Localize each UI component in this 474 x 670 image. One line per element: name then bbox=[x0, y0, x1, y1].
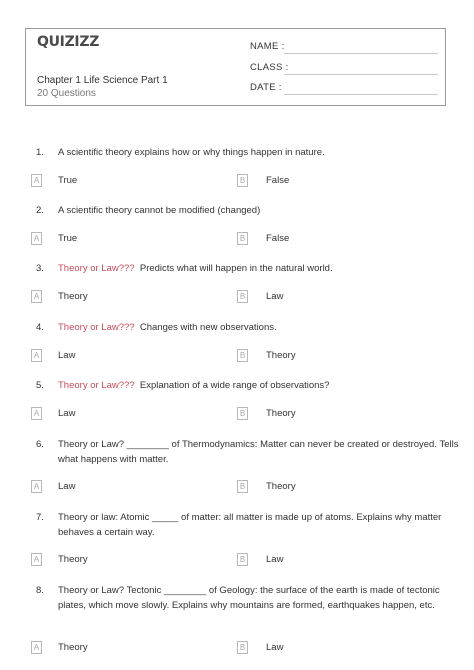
option-label: Theory bbox=[58, 554, 88, 565]
option-label: Theory bbox=[58, 291, 88, 302]
name-field[interactable] bbox=[284, 53, 438, 54]
date-label: DATE : bbox=[250, 82, 282, 93]
option-letter-box[interactable]: B bbox=[237, 349, 248, 362]
question-text: Changes with new observations. bbox=[139, 322, 277, 333]
option-letter-box[interactable]: A bbox=[31, 480, 42, 493]
option-letter-box[interactable]: A bbox=[31, 174, 42, 187]
option-label: Theory bbox=[58, 642, 88, 653]
option-label: Theory bbox=[266, 481, 296, 492]
question-text-block bbox=[58, 203, 460, 218]
answer-options-5 bbox=[0, 407, 474, 420]
option-label: Theory bbox=[266, 350, 296, 361]
question-text: Theory or law: Atomic _____ of matter: all matter is made up of atoms. Explains why matter behaves a certain way. bbox=[58, 512, 442, 538]
option-label: Theory bbox=[266, 408, 296, 419]
class-label: CLASS : bbox=[250, 62, 289, 73]
question-number: 5. bbox=[36, 380, 44, 391]
question-prefix: Theory or Law??? bbox=[58, 380, 135, 391]
question-text-block bbox=[58, 583, 460, 613]
name-label: NAME : bbox=[250, 41, 285, 52]
question-text: Theory or Law? Tectonic ________ of Geology: the surface of the earth is made of tectonic plates, which move slowly. Explains why mountains are formed, earthquakes happen, etc. bbox=[58, 585, 440, 611]
option-label: Law bbox=[58, 481, 76, 492]
quizizz-logo: QUIZIZZ bbox=[37, 34, 100, 50]
option-letter-box[interactable]: A bbox=[31, 290, 42, 303]
option-label: Law bbox=[266, 291, 284, 302]
worksheet-header bbox=[25, 28, 446, 106]
answer-options-6 bbox=[0, 480, 474, 493]
question-text: Predicts what will happen in the natural world. bbox=[139, 263, 333, 274]
option-letter-box[interactable]: B bbox=[237, 232, 248, 245]
question-text-block bbox=[58, 320, 460, 335]
option-label: True bbox=[58, 175, 78, 186]
answer-options-1 bbox=[0, 174, 474, 187]
question-text-block bbox=[58, 261, 460, 276]
option-letter-box[interactable]: A bbox=[31, 232, 42, 245]
question-prefix: Theory or Law??? bbox=[58, 263, 135, 274]
question-prefix: Theory or Law??? bbox=[58, 322, 135, 333]
option-label: False bbox=[266, 175, 290, 186]
option-label: False bbox=[266, 233, 290, 244]
answer-options-2 bbox=[0, 232, 474, 245]
question-number: 6. bbox=[36, 439, 44, 450]
answer-options-4 bbox=[0, 349, 474, 362]
option-letter-box[interactable]: B bbox=[237, 641, 248, 654]
option-letter-box[interactable]: B bbox=[237, 174, 248, 187]
option-label: True bbox=[58, 233, 78, 244]
option-letter-box[interactable]: B bbox=[237, 553, 248, 566]
answer-options-7 bbox=[0, 553, 474, 566]
date-field[interactable] bbox=[284, 94, 438, 95]
option-letter-box[interactable]: A bbox=[31, 407, 42, 420]
class-field[interactable] bbox=[284, 74, 438, 75]
question-text: A scientific theory cannot be modified (changed) bbox=[58, 205, 261, 216]
question-text-block bbox=[58, 378, 460, 393]
answer-options-3 bbox=[0, 290, 474, 303]
option-letter-box[interactable]: B bbox=[237, 407, 248, 420]
option-label: Law bbox=[58, 350, 76, 361]
question-number: 8. bbox=[36, 585, 44, 596]
question-number: 1. bbox=[36, 147, 44, 158]
option-label: Law bbox=[58, 408, 76, 419]
question-text-block bbox=[58, 510, 460, 540]
question-text: Explanation of a wide range of observations? bbox=[139, 380, 330, 391]
question-text: Theory or Law? ________ of Thermodynamics: Matter can never be created or destroyed. Tells what happens with matter. bbox=[58, 439, 459, 465]
option-letter-box[interactable]: A bbox=[31, 553, 42, 566]
quiz-title: Chapter 1 Life Science Part 1 bbox=[37, 75, 168, 86]
option-letter-box[interactable]: B bbox=[237, 480, 248, 493]
question-number: 3. bbox=[36, 263, 44, 274]
question-number: 7. bbox=[36, 512, 44, 523]
question-count: 20 Questions bbox=[37, 88, 96, 99]
option-letter-box[interactable]: A bbox=[31, 641, 42, 654]
question-number: 2. bbox=[36, 205, 44, 216]
option-letter-box[interactable]: B bbox=[237, 290, 248, 303]
question-text: A scientific theory explains how or why things happen in nature. bbox=[58, 147, 325, 158]
option-letter-box[interactable]: A bbox=[31, 349, 42, 362]
answer-options-8 bbox=[0, 641, 474, 654]
question-number: 4. bbox=[36, 322, 44, 333]
question-text-block bbox=[58, 437, 460, 467]
option-label: Law bbox=[266, 642, 284, 653]
option-label: Law bbox=[266, 554, 284, 565]
question-text-block bbox=[58, 145, 460, 160]
